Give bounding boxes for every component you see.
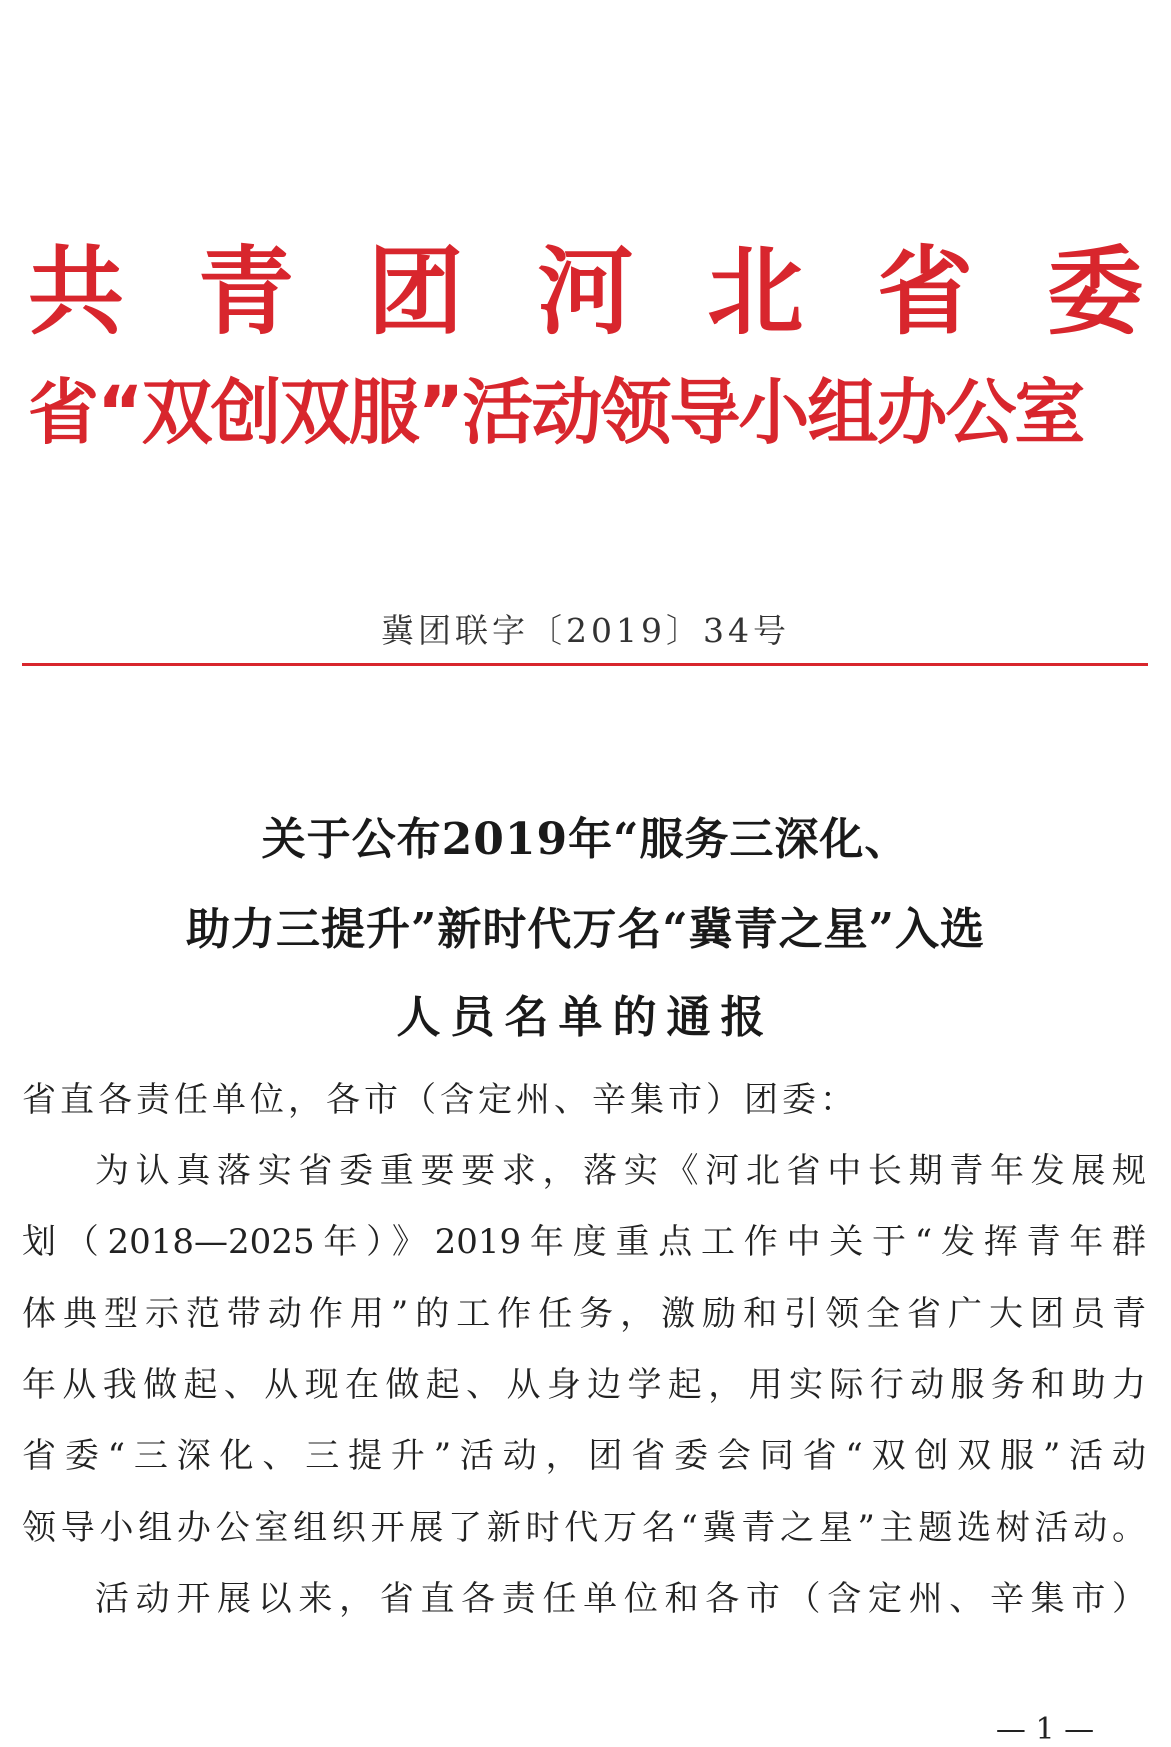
paragraph-line: 领导小组办公室组织开展了新时代万名“冀青之星”主题选树活动。 <box>22 1508 1146 1548</box>
paragraph-line: 划（2018—2025年）》2019年度重点工作中关于“发挥青年群 <box>22 1222 1146 1262</box>
org-char: 青 <box>197 236 294 348</box>
org-char: 省 <box>877 236 974 348</box>
document-number: 冀团联字〔2019〕34号 <box>381 611 790 650</box>
issuing-org-name <box>28 236 1143 348</box>
paragraph-line: 体典型示范带动作用”的工作任务，激励和引领全省广大团员青 <box>22 1294 1146 1334</box>
org-char: 团 <box>367 236 464 348</box>
org-char: 共 <box>28 236 124 348</box>
document-title-line-2: 助力三提升”新时代万名“冀青之星”入选 <box>186 904 985 955</box>
org-char: 委 <box>1046 236 1143 348</box>
paragraph-line: 年从我做起、从现在做起、从身边学起，用实际行动服务和助力 <box>22 1365 1146 1405</box>
org-char: 河 <box>537 236 634 348</box>
header-divider <box>22 663 1148 666</box>
issuing-office-name: 省“双创双服”活动领导小组办公室 <box>28 371 1084 454</box>
salutation: 省直各责任单位，各市（含定州、辛集市）团委： <box>22 1080 858 1120</box>
org-char: 北 <box>707 236 804 348</box>
paragraph-line: 活动开展以来，省直各责任单位和各市（含定州、辛集市） <box>95 1579 1146 1619</box>
page-number: — 1 — <box>995 1712 1095 1747</box>
paragraph-line: 省委“三深化、三提升”活动，团省委会同省“双创双服”活动 <box>22 1436 1146 1476</box>
document-title-line-3: 人员名单的通报 <box>396 992 775 1043</box>
document-title-line-1: 关于公布2019年“服务三深化、 <box>261 814 910 865</box>
paragraph-line: 为认真落实省委重要要求，落实《河北省中长期青年发展规 <box>95 1151 1146 1191</box>
